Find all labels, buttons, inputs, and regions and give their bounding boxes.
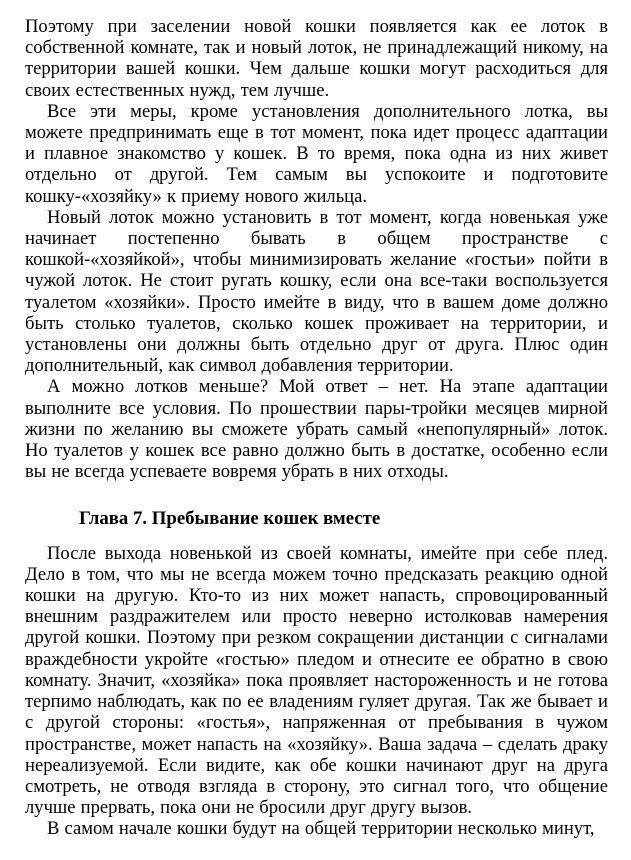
paragraph-cats-together: После выхода новенькой из своей комнаты, имейте при себе плед. Дело в том, что мы не всегда можем точно предсказать реакцию одной кошки на другую. Кто-то из них может напасть, спровоцированный внешним раздражителем или просто неверно истолковав намерения другой кошки. Поэтому при резком сокращении дистанции с сигналами враждебности укройте «гостью» пледом и отнесите ее обратно в свою комнату. Значит, «хозяйка» пока проявляет настороженность и не готова терпимо наблюдать, как по ее владениям гуляет другая. Так же бывает и с другой стороны: «гостья», напряженная от пребывания в чужом пространстве, может напасть на «хозяйку». Ваша задача – сделать драку нереализуемой. Если видите, как обе кошки начинают друг на друга смотреть, не отводя взгляда в сторону, это сигнал того, что общение лучше прервать, пока они не бросили друг другу вызов. xyxy=(25,542,608,819)
paragraph-continuation: Поэтому при заселении новой кошки появляется как ее лоток в собственной комнате, так и новый лоток, не принадлежащий никому, на территории вашей кошки. Чем дальше кошки могут расходиться для своих естественных нужд, тем лучше. xyxy=(25,16,608,101)
chapter-heading: Глава 7. Пребывание кошек вместе xyxy=(79,508,381,530)
paragraph-fewer-trays: А можно лотков меньше? Мой ответ – нет. На этапе адаптации выполните все условия. По прошествии пары-тройки месяцев мирной жизни по желанию вы сможете убрать самый «непопулярный» лоток. Но туалетов у кошек все равно должно быть в достатке, особенно если вы не всегда успеваете вовремя убрать в них отходы. xyxy=(25,376,608,483)
paragraph-measures: Все эти меры, кроме установления дополнительного лотка, вы можете предпринимать еще в тот момент, пока идет процесс адаптации и плавное знакомство у кошек. В то время, пока одна из них живет отдельно от другой. Тем самым вы успокоите и подготовите кошку-«хозяйку» к приему нового жильца. xyxy=(25,100,608,207)
page-text-block xyxy=(25,16,608,840)
paragraph-last-incomplete: В самом начале кошки будут на общей территории несколько минут, xyxy=(47,818,595,840)
paragraph-new-tray: Новый лоток можно установить в тот момент, когда новенькая уже начинает постепенно бывать в общем пространстве с кошкой-«хозяйкой», чтобы минимизировать желание «гостьи» пойти в чужой лоток. Не стоит ругать кошку, если она все-таки воспользуется туалетом «хозяйки». Просто имейте в виду, что в вашем доме должно быть столько туалетов, сколько кошек проживает на территории, и установлены они должны быть отдельно друг от друга. Плюс один дополнительный, как символ добавления территории. xyxy=(25,206,608,377)
